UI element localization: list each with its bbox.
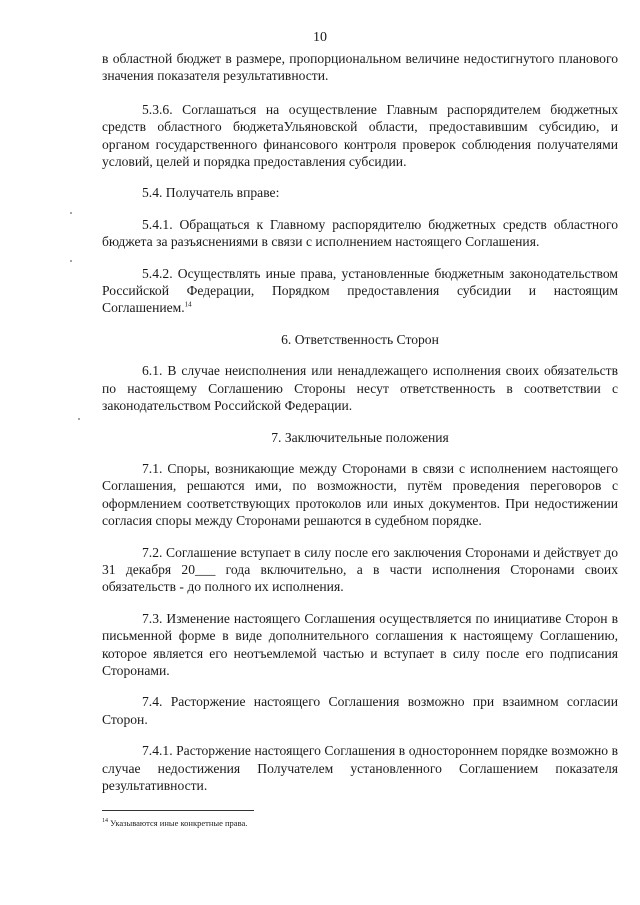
footnote: [102, 818, 247, 829]
scan-speck: [70, 212, 72, 214]
paragraph-5-4-2-text: 5.4.2. Осуществлять иные права, установленные бюджетным законодательством Российской Федерации, Порядком предоставления субсидии и настоящим Соглашением.: [102, 265, 618, 316]
page-number: 10: [313, 30, 327, 45]
paragraph-5-4-2: [102, 265, 618, 317]
footnote-ref-14: 14: [184, 300, 192, 309]
paragraph-7-4: 7.4. Расторжение настоящего Соглашения возможно при взаимном согласии Сторон.: [102, 694, 618, 727]
paragraph-7-3: 7.3. Изменение настоящего Соглашения осуществляется по инициативе Сторон в письменной форме в виде дополнительного соглашения к настоящему Соглашению, которое является его неотъемлемой частью и вступает в силу после его подписания Сторонами.: [102, 610, 618, 678]
paragraph-6-1: 6.1. В случае неисполнения или ненадлежащего исполнения своих обязательств по настоящему Соглашению Стороны несут ответственность в соответствии с законодательством Российской Федерации.: [102, 363, 618, 414]
footnote-divider: [102, 810, 254, 811]
paragraph-7-4-1: 7.4.1. Расторжение настоящего Соглашения в одностороннем порядке возможно в случае недостижения Получателем установленного Соглашением показателя результативности.: [102, 743, 618, 793]
paragraph-5-4-1: 5.4.1. Обращаться к Главному распорядителю бюджетных средств областного бюджета за разъяснениями в связи с исполнением настоящего Соглашения.: [102, 216, 618, 250]
paragraph-5-3-6: 5.3.6. Соглашаться на осуществление Главным распорядителем бюджетных средств областного бюджетаУльяновской области, предоставившим субсидию, и органом государственного финансового контроля проверок соблюдения получателями условий, целей и порядка предоставления субсидии.: [102, 101, 618, 170]
scan-speck: [70, 260, 72, 262]
section-heading-6: 6. Ответственность Сторон: [281, 331, 439, 347]
paragraph-5-4: 5.4. Получатель вправе:: [142, 185, 280, 201]
footnote-number: 14: [102, 818, 108, 825]
paragraph-7-1: 7.1. Споры, возникающие между Сторонами в связи с исполнением настоящего Соглашения, решаются ими, по возможности, путём проведения переговоров с оформлением соответствующих протоколов или иных документов. При недостижении согласия споры между Сторонами решаются в судебном порядке.: [102, 460, 618, 529]
document-body: [102, 50, 618, 794]
paragraph-continuation: в областной бюджет в размере, пропорциональном величине недостигнутого планового значения показателя результативности.: [102, 51, 618, 84]
footnote-text: Указываются иные конкретные права.: [110, 818, 248, 828]
section-heading-7: 7. Заключительные положения: [271, 429, 449, 445]
scan-speck: [78, 418, 80, 420]
paragraph-7-2: 7.2. Соглашение вступает в силу после его заключения Сторонами и действует до 31 декабря 20___ года включительно, а в части исполнения Сторонами своих обязательств - до полного их исполнения.: [102, 544, 618, 595]
